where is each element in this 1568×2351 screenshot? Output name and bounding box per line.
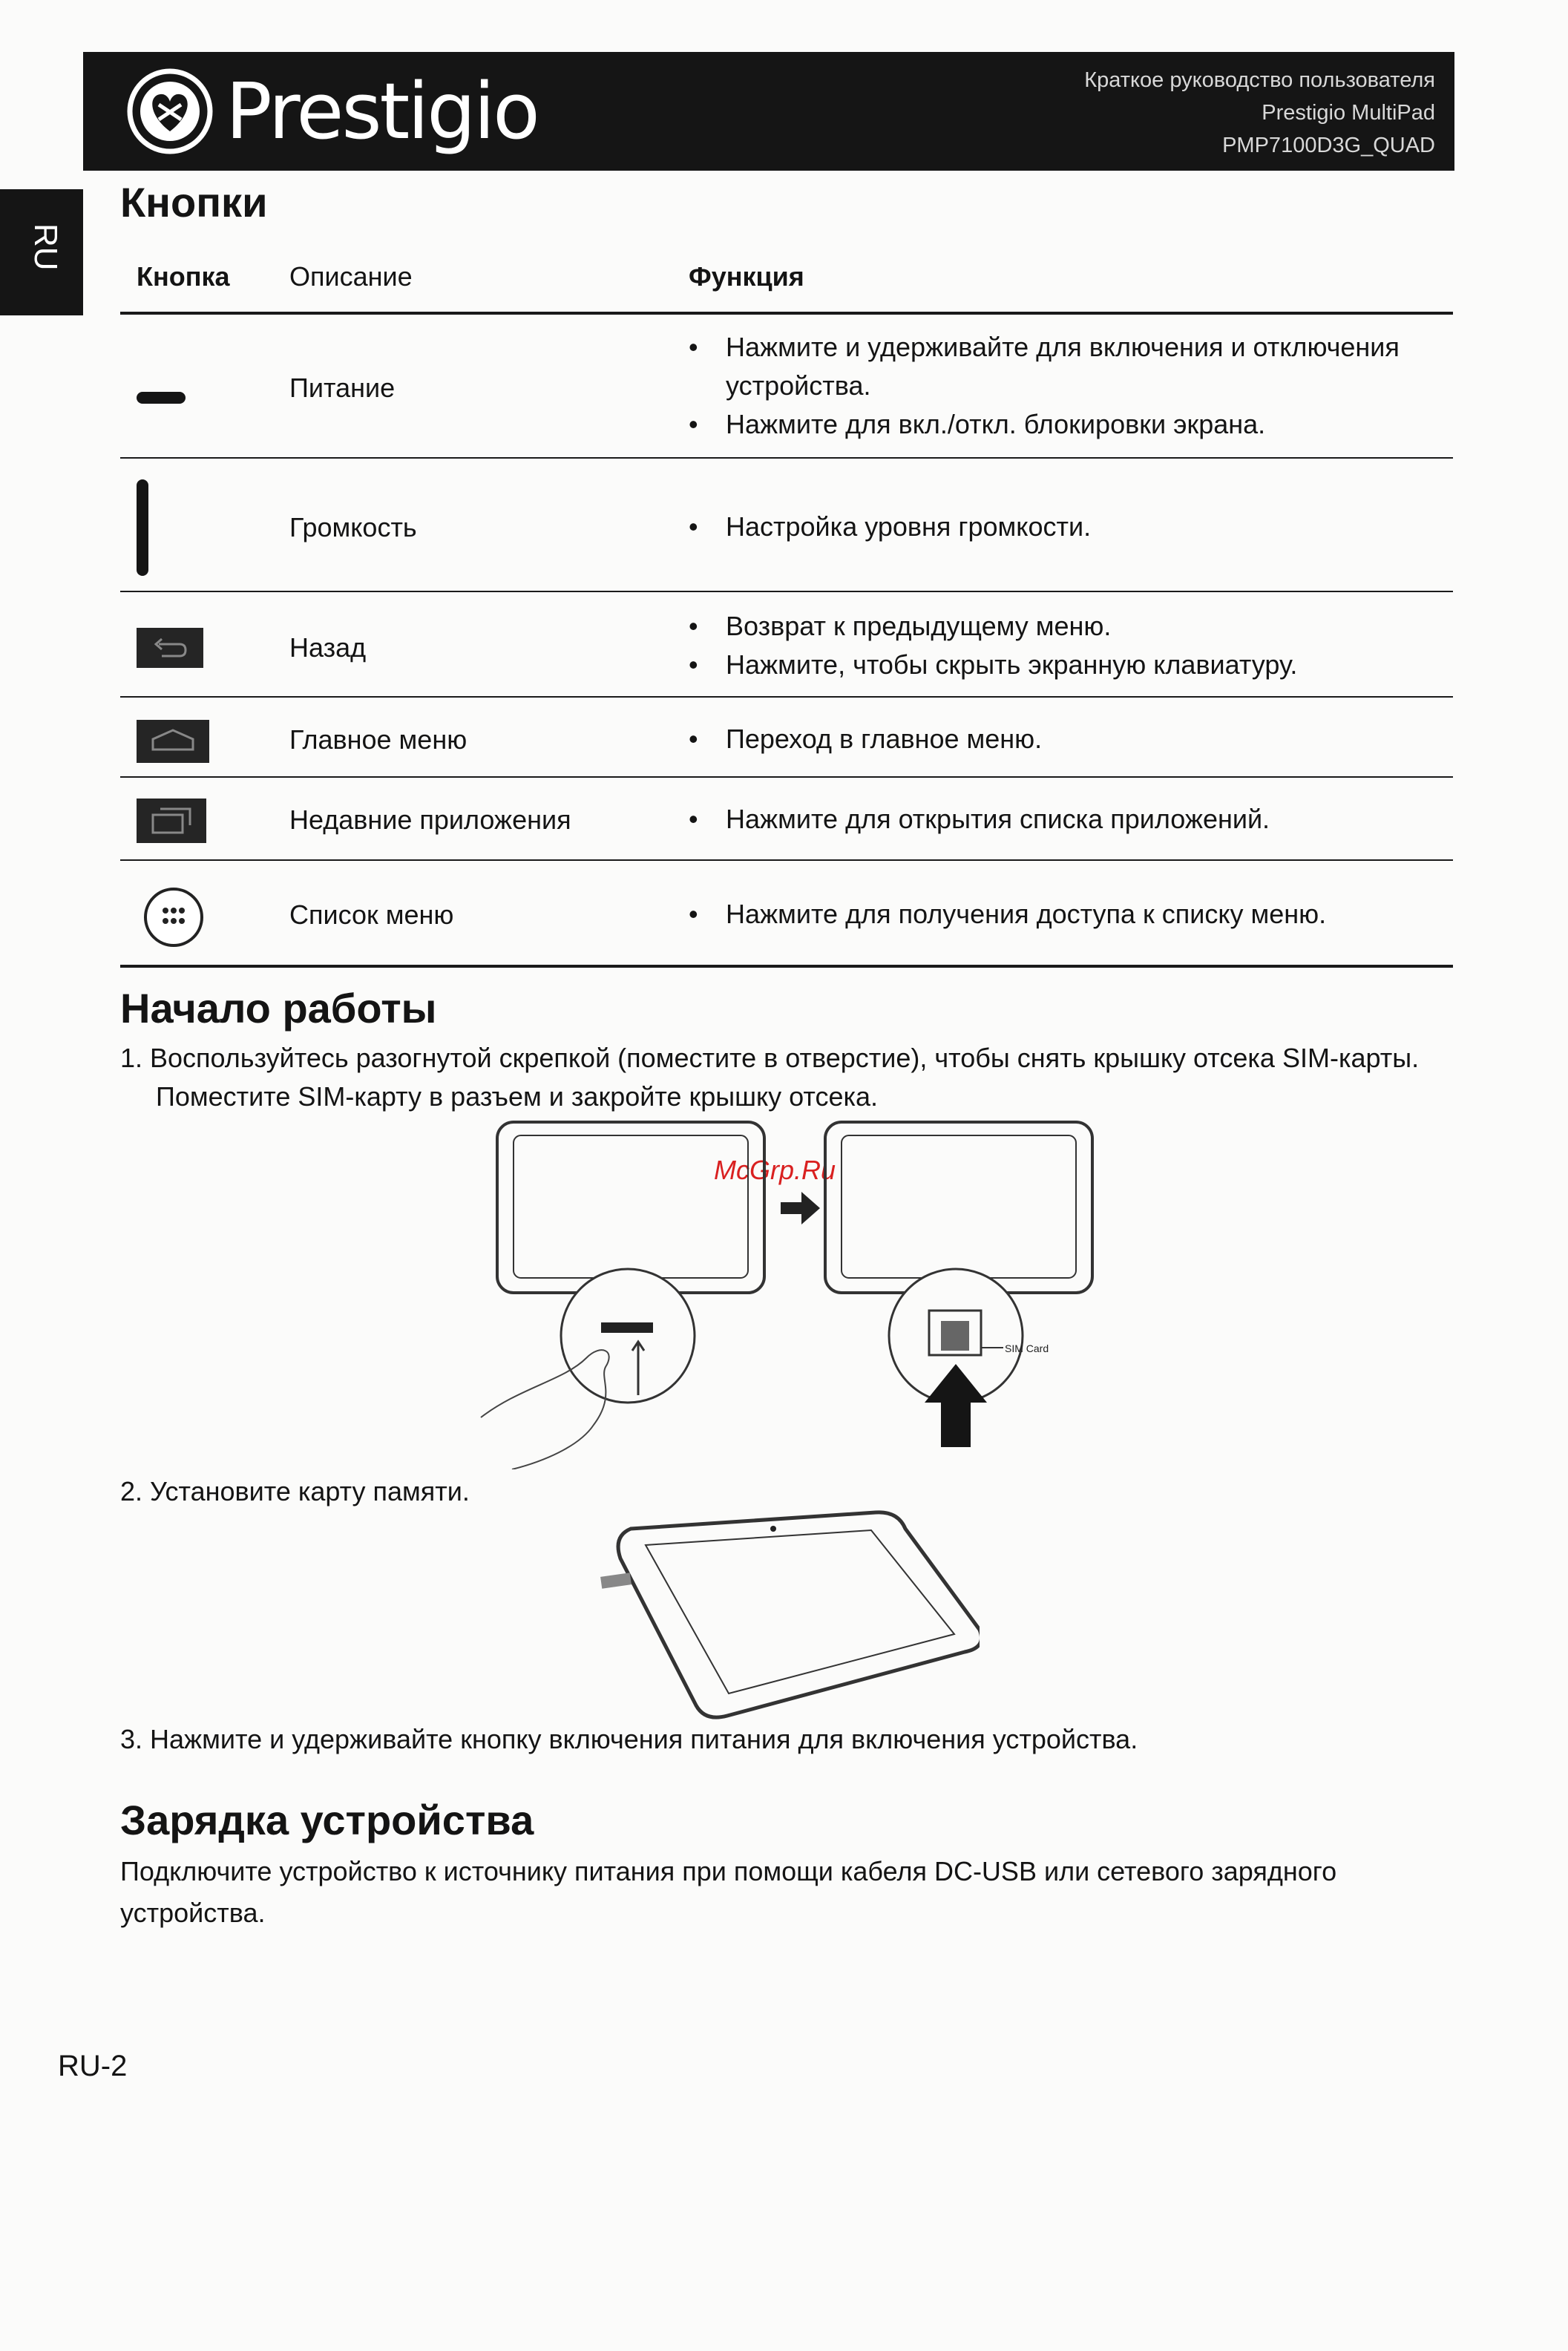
home-icon xyxy=(137,720,209,763)
func-back-2: • Нажмите, чтобы скрыть экранную клавиатуру. xyxy=(689,646,1297,684)
desc-back: Назад xyxy=(289,632,367,663)
memory-card-illustration xyxy=(594,1506,980,1722)
brand-logo xyxy=(126,62,538,160)
page-number: RU-2 xyxy=(58,2050,128,2082)
desc-recent-apps: Недавние приложения xyxy=(289,804,571,835)
language-tab xyxy=(0,189,83,315)
step-1-text: 1. Воспользуйтесь разогнутой скрепкой (поместите в отверстие), чтобы снять крышку отсека SIM-карты. Поместите SIM-карту в разъем и закройте крышку отсека. xyxy=(120,1043,1420,1112)
desc-home: Главное меню xyxy=(289,724,468,755)
desc-volume: Громкость xyxy=(289,512,417,542)
header-info xyxy=(1084,64,1435,162)
back-icon xyxy=(137,628,203,668)
func-app-menu-1: • Нажмите для получения доступа к списку меню. xyxy=(689,895,1326,934)
func-power xyxy=(689,328,1423,444)
func-power-1: • Нажмите и удерживайте для включения и отключения устройства. xyxy=(689,328,1423,405)
row-divider xyxy=(120,696,1453,698)
step-2-text: 2. Установите карту памяти. xyxy=(120,1476,470,1506)
table-bottom-rule xyxy=(120,965,1453,968)
column-header-function: Функция xyxy=(689,261,804,292)
sim-card-illustration xyxy=(475,1113,1098,1469)
column-header-description: Описание xyxy=(289,261,413,292)
brand-name: Prestigio xyxy=(226,66,538,157)
prestigio-logo-icon xyxy=(126,68,214,155)
sim-card-label: SIM Card xyxy=(1005,1342,1049,1354)
func-recent-apps xyxy=(689,800,1270,839)
product-name: Prestigio MultiPad xyxy=(1262,101,1435,125)
table-header-rule xyxy=(120,312,1453,315)
row-divider xyxy=(120,591,1453,592)
row-divider xyxy=(120,776,1453,778)
func-home-1: • Переход в главное меню. xyxy=(689,720,1042,758)
func-power-2: • Нажмите для вкл./откл. блокировки экрана. xyxy=(689,405,1423,444)
start-section-title: Начало работы xyxy=(120,985,437,1032)
volume-button-icon xyxy=(137,479,148,576)
func-volume xyxy=(689,508,1091,546)
recent-apps-icon xyxy=(137,799,206,843)
func-app-menu xyxy=(689,895,1326,934)
func-back xyxy=(689,607,1297,684)
app-menu-icon xyxy=(142,886,205,948)
model-name: PMP7100D3G_QUAD xyxy=(1222,134,1435,157)
document-header xyxy=(83,52,1454,171)
buttons-section-title: Кнопки xyxy=(120,179,268,226)
doc-title: Краткое руководство пользователя xyxy=(1084,68,1435,92)
charging-text: Подключите устройство к источнику питания при помощи кабеля DC-USB или сетевого зарядного устройства. xyxy=(120,1856,1337,1928)
desc-app-menu: Список меню xyxy=(289,899,454,930)
watermark: McGrp.Ru xyxy=(714,1155,836,1185)
func-back-1: • Возврат к предыдущему меню. xyxy=(689,607,1297,646)
desc-power: Питание xyxy=(289,373,396,403)
row-divider xyxy=(120,859,1453,861)
step-3-text: 3. Нажмите и удерживайте кнопку включения питания для включения устройства. xyxy=(120,1724,1138,1754)
func-recent-apps-1: • Нажмите для открытия списка приложений. xyxy=(689,800,1270,839)
charging-section-title: Зарядка устройства xyxy=(120,1797,534,1843)
row-divider xyxy=(120,457,1453,459)
column-header-button: Кнопка xyxy=(137,261,230,292)
func-home xyxy=(689,720,1042,758)
power-button-icon xyxy=(137,392,186,404)
func-volume-1: • Настройка уровня громкости. xyxy=(689,508,1091,546)
language-label: RU xyxy=(27,223,64,271)
